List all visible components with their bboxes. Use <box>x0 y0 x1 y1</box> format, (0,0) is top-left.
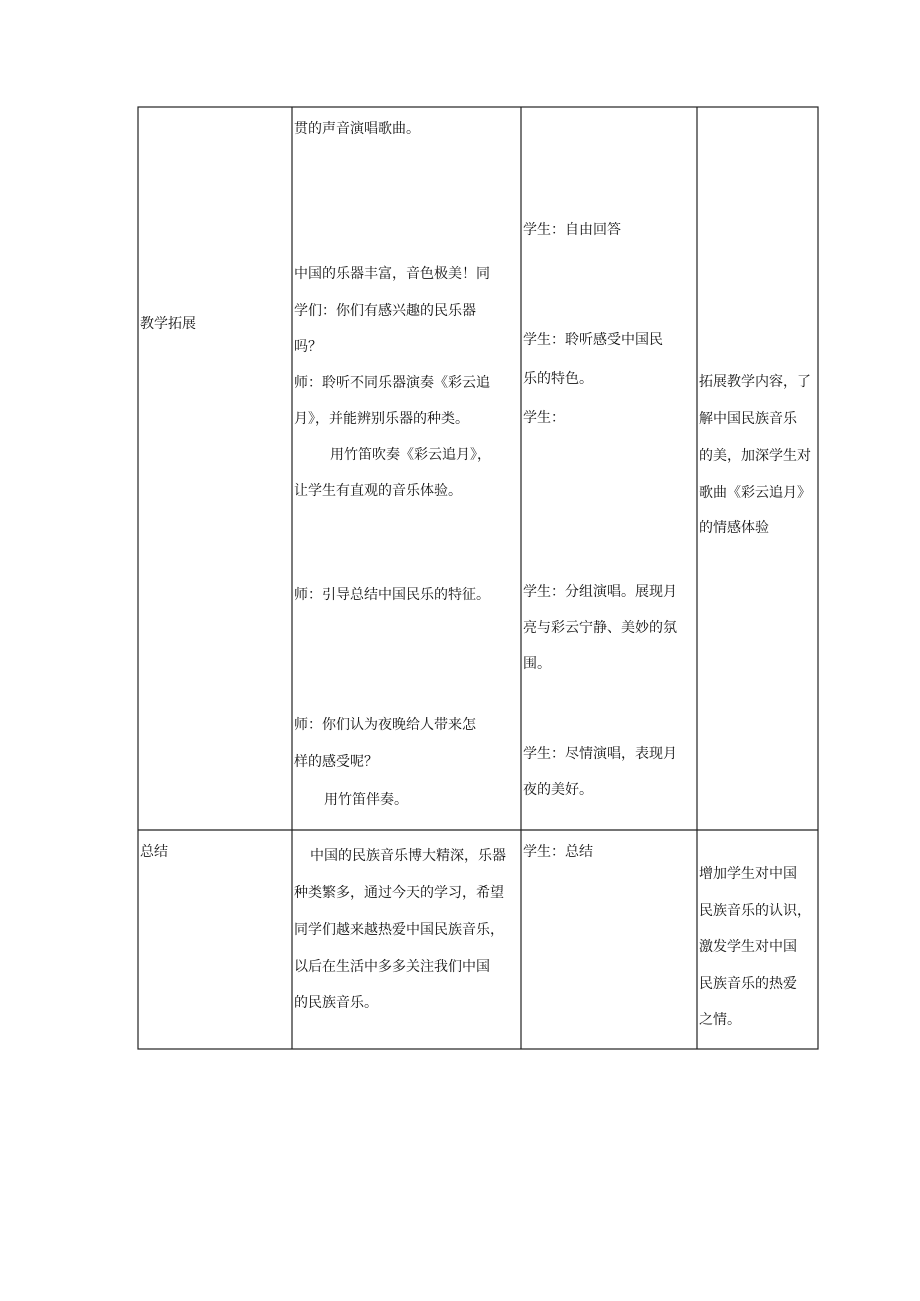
intent-line: 解中国民族音乐 <box>699 411 797 427</box>
teacher-line: 师：聆听不同乐器演奏《彩云追 <box>294 375 490 391</box>
intent-line: 之情。 <box>699 1012 741 1028</box>
student-line: 学生：聆听感受中国民 <box>523 332 663 348</box>
teacher-line: 月》，并能辨别乐器的种类。 <box>294 411 469 427</box>
teacher-line: 中国的乐器丰富，音色极美！同 <box>294 266 490 282</box>
student-line: 学生：分组演唱。展现月 <box>523 584 677 600</box>
teacher-line: 用竹笛伴奏。 <box>324 792 408 808</box>
student-line: 夜的美好。 <box>523 782 593 798</box>
student-line: 学生：总结 <box>523 844 593 860</box>
teacher-line: 中国的民族音乐博大精深，乐器 <box>310 848 506 864</box>
section-label-expansion: 教学拓展 <box>140 316 196 332</box>
teacher-line: 学们：你们有感兴趣的民乐器 <box>294 303 476 319</box>
teacher-line: 贯的声音演唱歌曲。 <box>294 121 420 137</box>
teacher-line: 的民族音乐。 <box>294 995 378 1011</box>
student-line: 学生：尽情演唱，表现月 <box>523 746 677 762</box>
intent-line: 的情感体验 <box>699 520 769 536</box>
student-line: 学生：自由回答 <box>523 222 621 238</box>
intent-line: 增加学生对中国 <box>699 866 797 882</box>
intent-line: 的美，加深学生对 <box>699 448 811 464</box>
intent-line: 民族音乐的认识， <box>699 903 811 919</box>
student-line: 乐的特色。 <box>523 371 593 387</box>
teacher-line: 种类繁多，通过今天的学习，希望 <box>294 885 504 901</box>
student-line: 亮与彩云宁静、美妙的氛 <box>523 620 677 636</box>
teacher-line: 师：你们认为夜晚给人带来怎 <box>294 717 476 733</box>
teacher-line: 用竹笛吹奏《彩云追月》， <box>330 447 491 463</box>
section-label-summary: 总结 <box>140 844 168 860</box>
teacher-line: 吗？ <box>294 339 322 355</box>
teacher-line: 以后在生活中多多关注我们中国 <box>294 959 490 975</box>
intent-line: 激发学生对中国 <box>699 939 797 955</box>
teacher-line: 让学生有直观的音乐体验。 <box>294 483 462 499</box>
teacher-line: 样的感受呢？ <box>294 754 378 770</box>
teacher-line: 师：引导总结中国民乐的特征。 <box>294 587 490 603</box>
student-line: 围。 <box>523 656 551 672</box>
intent-line: 拓展教学内容，了 <box>699 374 811 390</box>
intent-line: 歌曲《彩云追月》 <box>699 485 811 501</box>
student-line: 学生： <box>523 410 565 426</box>
intent-line: 民族音乐的热爱 <box>699 976 797 992</box>
teacher-line: 同学们越来越热爱中国民族音乐， <box>294 922 504 938</box>
